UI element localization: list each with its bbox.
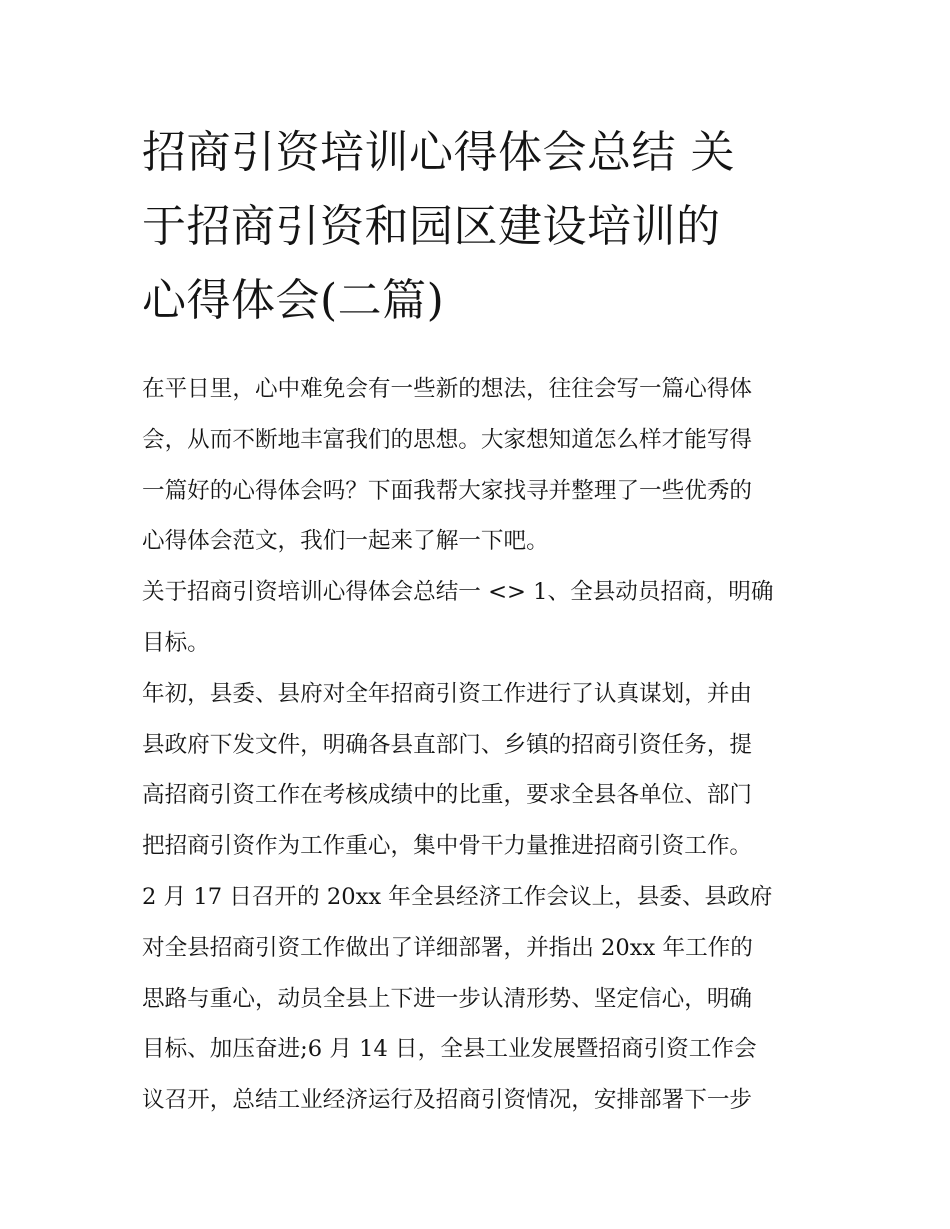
- body-line: 目标、加压奋进;6 月 14 日，全县工业发展暨招商引资工作会: [142, 1036, 757, 1063]
- title-line: 招商引资培训心得体会总结 关: [142, 127, 735, 178]
- body-line: 在平日里，心中难免会有一些新的想法，往往会写一篇心得体: [142, 376, 753, 402]
- body-line: 心得体会范文，我们一起来了解一下吧。: [142, 528, 549, 555]
- body-line: 把招商引资作为工作重心，集中骨干力量推进招商引资工作。: [142, 833, 753, 860]
- document-body: [142, 364, 814, 1126]
- body-line: 县政府下发文件，明确各县直部门、乡镇的招商引资任务，提: [142, 731, 753, 758]
- body-line: 思路与重心，动员全县上下进一步认清形势、坚定信心，明确: [142, 985, 753, 1012]
- body-line: 一篇好的心得体会吗？下面我帮大家找寻并整理了一些优秀的: [142, 477, 753, 504]
- document-title: [142, 116, 814, 338]
- body-line: 对全县招商引资工作做出了详细部署，并指出 20xx 年工作的: [142, 934, 753, 961]
- title-line: 心得体会(二篇): [142, 275, 445, 326]
- body-line: 高招商引资工作在考核成绩中的比重，要求全县各单位、部门: [142, 782, 753, 809]
- body-line: 关于招商引资培训心得体会总结一 <> 1、全县动员招商，明确: [142, 579, 774, 606]
- document-page: [142, 116, 814, 1126]
- title-line: 于招商引资和园区建设培训的: [142, 201, 721, 252]
- body-line: 议召开，总结工业经济运行及招商引资情况，安排部署下一步: [142, 1087, 753, 1114]
- body-line: 会，从而不断地丰富我们的思想。大家想知道怎么样才能写得: [142, 426, 753, 453]
- body-line: 2 月 17 日召开的 20xx 年全县经济工作会议上，县委、县政府: [142, 883, 773, 910]
- body-line: 目标。: [142, 629, 210, 656]
- body-line: 年初，县委、县府对全年招商引资工作进行了认真谋划，并由: [142, 680, 753, 707]
